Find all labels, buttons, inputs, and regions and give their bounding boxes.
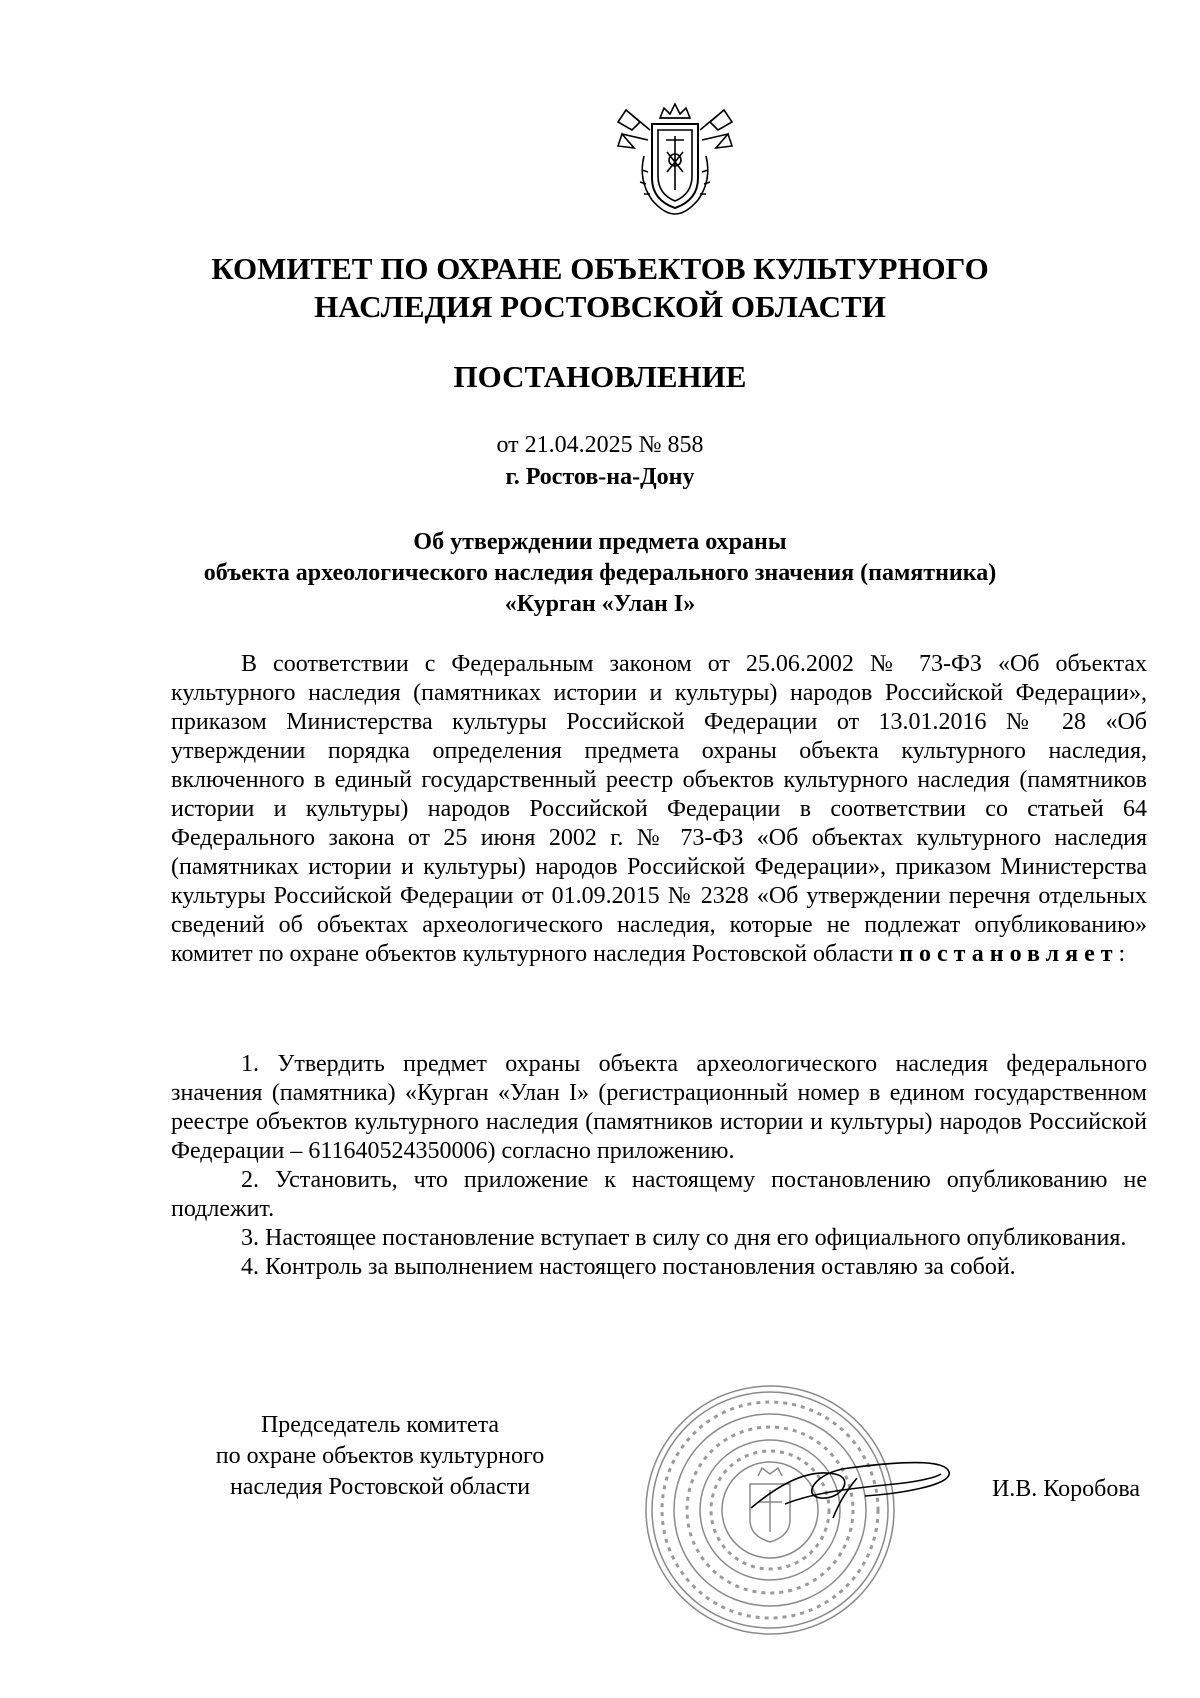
signature-icon xyxy=(745,1448,955,1526)
document-type: ПОСТАНОВЛЕНИЕ xyxy=(453,359,747,394)
signer-name: И.В. Коробова xyxy=(991,1476,1140,1502)
subject-line-2: объекта археологического наследия федерального значения (памятника) xyxy=(203,560,997,586)
decree-item-2: 2. Установить, что приложение к настоящему постановлению опубликованию не подлежит. xyxy=(171,1167,1147,1222)
position-line-3: наследия Ростовской области xyxy=(229,1474,531,1500)
preamble-paragraph xyxy=(171,650,1147,969)
document-city: г. Ростов-на-Дону xyxy=(505,464,695,490)
subject-line-3: «Курган «Улан I» xyxy=(504,591,696,617)
decree-items xyxy=(171,1050,1147,1282)
decree-item-4: 4. Контроль за выполнением настоящего постановления оставляю за собой. xyxy=(241,1254,1016,1280)
document-subject xyxy=(150,527,1050,620)
position-line-1: Председатель комитета xyxy=(260,1412,500,1438)
subject-line-1: Об утверждении предмета охраны xyxy=(413,529,787,555)
decree-word: постановляет xyxy=(899,941,1119,967)
org-line-2: НАСЛЕДИЯ РОСТОВСКОЙ ОБЛАСТИ xyxy=(314,289,886,324)
decree-item-1: 1. Утвердить предмет охраны объекта археологического наследия федерального значения (памятника) «Курган «Улан I» (регистрационный номер в едином государственном реестре объектов культурного наследия (памятников истории и культуры) народов Российской Федерации – 611640524350006) согласно приложению. xyxy=(171,1051,1147,1164)
coat-of-arms-icon xyxy=(612,100,738,220)
signer-position xyxy=(150,1410,610,1503)
preamble-colon: : xyxy=(1118,941,1126,967)
position-line-2: по охране объектов культурного xyxy=(215,1443,545,1469)
document-number: от 21.04.2025 № 858 xyxy=(496,432,704,458)
decree-item-3: 3. Настоящее постановление вступает в силу со дня его официального опубликования. xyxy=(241,1225,1127,1251)
preamble-text: В соответствии с Федеральным законом от 25.06.2002 № 73-ФЗ «Об объектах культурного наследия (памятниках истории и культуры) народов Российской Федерации», приказом Министерства культуры Российской Федерации от 13.01.2016 № 28 «Об утверждении порядка определения предмета охраны объекта культурного наследия, включенного в единый государственный реестр объектов культурного наследия (памятников истории и культуры) народов Российской Федерации в соответствии со статьей 64 Федерального закона от 25 июня 2002 г. № 73-ФЗ «Об объектах культурного наследия (памятниках истории и культуры) народов Российской Федерации», приказом Министерства культуры Российской Федерации от 01.09.2015 № 2328 «Об утверждении перечня отдельных сведений об объектах археологического наследия, которые не подлежат опубликованию» комитет по охране объектов культурного наследия Ростовской области xyxy=(171,651,1147,967)
organization-name xyxy=(150,250,1050,326)
org-line-1: КОМИТЕТ ПО ОХРАНЕ ОБЪЕКТОВ КУЛЬТУРНОГО xyxy=(211,251,989,286)
